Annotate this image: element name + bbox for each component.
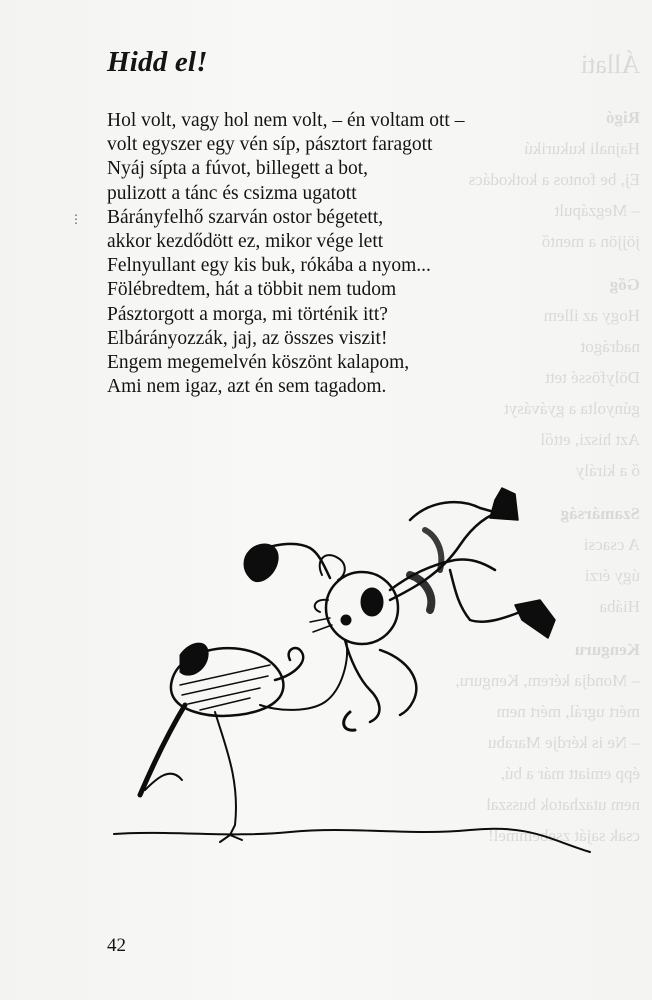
ground-line xyxy=(114,829,590,852)
show-through-line: Hogy az illem xyxy=(543,306,640,325)
show-through-line: – Mondja kérem, Kenguru, xyxy=(455,671,640,690)
show-through-line: Szamárság xyxy=(560,504,640,523)
creature-neck xyxy=(275,648,303,680)
poem-line: Engem megemelvén köszönt kalapom, xyxy=(107,352,410,374)
poem-line: Pásztorgott a morga, mi történik itt? xyxy=(107,303,388,325)
show-through-line: nem utazhatok busszal xyxy=(486,795,640,814)
show-through-line: ő a király xyxy=(575,461,640,480)
creature-leg-left xyxy=(140,705,185,795)
poem-line: volt egyszer egy vén síp, pásztort faragott xyxy=(107,134,433,156)
illustration-ink-drawing xyxy=(110,480,600,860)
show-through-line: Dölyfössé tett xyxy=(545,368,640,387)
show-through-line: Azt hiszi, ettől xyxy=(540,430,640,449)
poem-line: Nyáj sípta a fúvot, billegett a bot, xyxy=(107,158,369,180)
show-through-line: Rigó xyxy=(606,108,640,127)
show-through-line: csak saját zsebemmel! xyxy=(488,826,640,845)
show-through-line: Hiába xyxy=(599,597,640,616)
show-through-line: Kenguru xyxy=(574,640,640,659)
figure-boot xyxy=(515,600,555,638)
poem-title: Hidd el! xyxy=(107,46,208,78)
poem-line: Felnyullant egy kis buk, rókába a nyom... xyxy=(107,255,431,277)
margin-speck: ⋮ xyxy=(70,212,82,226)
page-number: 42 xyxy=(107,935,126,956)
show-through-line: Hajnali kukurikú xyxy=(524,139,640,158)
show-through-line: mért ugrál, mért nem xyxy=(496,702,640,721)
show-through-line: Ej, be fontos a kotkodács xyxy=(468,170,640,189)
ink-blob xyxy=(180,643,208,675)
show-through-line: jöjjön a mentő xyxy=(541,232,640,251)
show-through-line: gúnyolta a gyávásyt xyxy=(504,399,640,418)
show-through-line: A csacsi xyxy=(583,535,640,554)
poem-body xyxy=(107,109,547,399)
show-through-line: – Megzápult xyxy=(554,201,640,220)
poem-line: Ami nem igaz, azt én sem tagadom. xyxy=(107,376,387,398)
show-through-line: úgy érzi xyxy=(584,566,640,585)
poem-line: Elbárányozzák, jaj, az összes viszit! xyxy=(107,327,388,349)
poem-line: pulizott a tánc és csizma ugatott xyxy=(107,182,357,204)
creature-leg-right xyxy=(215,712,236,835)
poem-line: Bárányfelhő szarván ostor bégetett, xyxy=(107,206,384,228)
poem-line: Hol volt, vagy hol nem volt, – én voltam ott – xyxy=(107,110,465,131)
poem-line: akkor kezdődött ez, mikor vége lett xyxy=(107,231,384,253)
show-through-line: – Ne is kérdje Marabu xyxy=(487,733,640,752)
poem-line: Fölébredtem, hát a többit nem tudom xyxy=(107,279,397,301)
show-through-title: Állati xyxy=(580,50,640,79)
show-through-line: épp emiatt már a bú, xyxy=(500,764,640,783)
figure-boot xyxy=(490,488,518,520)
show-through-line: nadrágot xyxy=(580,337,640,356)
show-through-line: Gőg xyxy=(609,275,640,294)
